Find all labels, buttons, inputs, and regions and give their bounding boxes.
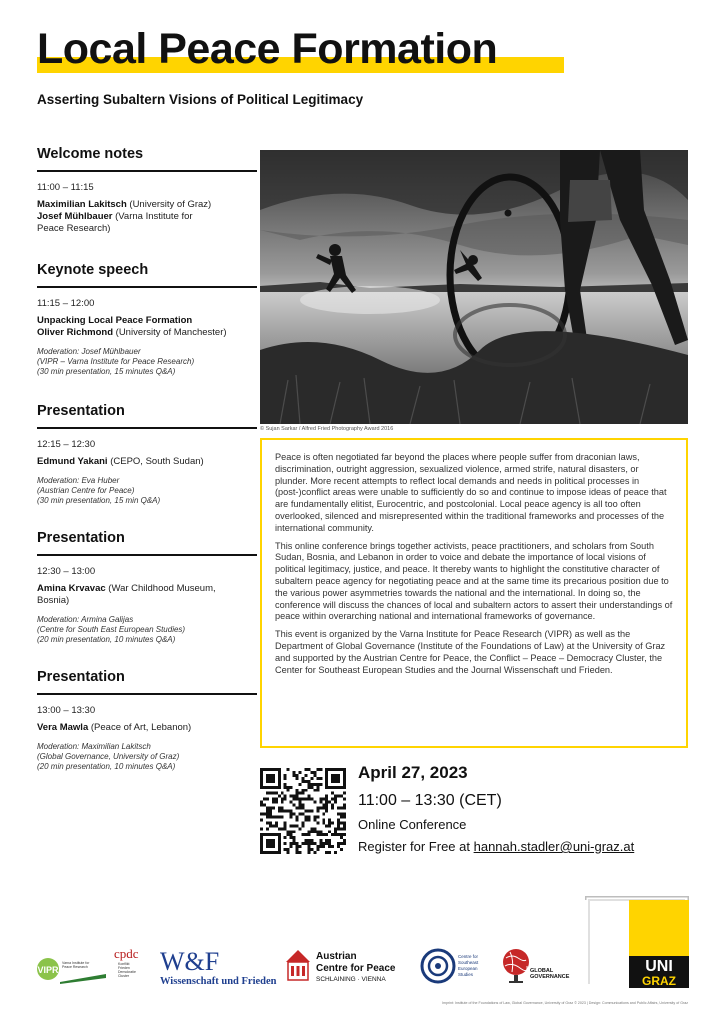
cpdc-sub-text: Demokratie bbox=[118, 970, 136, 974]
section-heading: Presentation bbox=[37, 530, 257, 556]
page-subtitle: Asserting Subaltern Visions of Political Legitimacy bbox=[37, 92, 364, 107]
speaker-affiliation: (War Childhood Museum, bbox=[105, 583, 216, 594]
section-presentation-1 bbox=[37, 403, 257, 506]
wf-logo bbox=[158, 944, 278, 988]
event-time: 11:00 – 13:30 (CET) bbox=[358, 792, 502, 809]
acp-logo bbox=[284, 946, 414, 986]
title-block bbox=[37, 25, 498, 73]
uni-graz-logo-mark bbox=[585, 896, 689, 988]
vipr-sub-text: Peace Research bbox=[62, 965, 88, 969]
talk-title: Unpacking Local Peace Formation bbox=[37, 315, 193, 326]
uni-text: UNI bbox=[645, 958, 673, 975]
csees-text: Southeast bbox=[458, 960, 479, 965]
moderation-line: (Global Governance, University of Graz) bbox=[37, 752, 180, 761]
speaker-name: Maximilian Lakitsch bbox=[37, 199, 127, 210]
speaker-affiliation: (University of Graz) bbox=[126, 199, 212, 210]
hero-photo-illustration bbox=[260, 150, 688, 424]
session-time: 12:15 – 12:30 bbox=[37, 439, 96, 450]
speaker-name: Vera Mawla bbox=[37, 722, 89, 733]
speaker-line bbox=[37, 327, 257, 339]
section-presentation-3 bbox=[37, 669, 257, 772]
speaker-line bbox=[37, 199, 257, 211]
wf-name-text: Wissenschaft und Frieden bbox=[160, 976, 277, 987]
section-presentation-2 bbox=[37, 530, 257, 645]
session-time: 12:30 – 13:00 bbox=[37, 566, 96, 577]
uni-graz-logo bbox=[585, 896, 689, 988]
acp-text-line3: SCHLAINING · VIENNA bbox=[316, 976, 386, 983]
global-governance-logo bbox=[500, 946, 570, 986]
registration-qr-code[interactable] bbox=[260, 768, 346, 854]
moderation-line: (30 min presentation, 15 minutes Q&A) bbox=[37, 367, 176, 376]
moderation-line: (Centre for South East European Studies) bbox=[37, 625, 186, 634]
vipr-sub-text: Varna Institute for bbox=[62, 961, 90, 965]
speaker-line bbox=[37, 722, 257, 734]
description-paragraph: Peace is often negotiated far beyond the places where people suffer from draconian laws, discrimination, outright aggression, sexualized violence, armed strife, natural disasters, or plunder. More recent attempts to reflect local demands and needs in political processes in (post-)conflict areas were unable to sufficiently do so and continue to impose ideas of peace that are fundamentally elitist, Eurocentric, and postcolonial. Local peace agency is all too often overlooked, silenced and misrepresented within the traditional frameworks and processes of the international community. bbox=[275, 452, 667, 533]
cpdc-sub-text: Cluster bbox=[118, 974, 130, 978]
moderation-line: (20 min presentation, 10 minutes Q&A) bbox=[37, 635, 176, 644]
hero-photo bbox=[260, 150, 688, 424]
csees-logo bbox=[420, 946, 480, 986]
graz-text: GRAZ bbox=[642, 974, 676, 988]
event-format: Online Conference bbox=[358, 817, 467, 832]
photo-credit: © Sujan Sarkar / Alfred Fried Photography Award 2016 bbox=[260, 426, 394, 432]
speaker-line bbox=[37, 456, 257, 468]
description-paragraph: This event is organized by the Varna Institute for Peace Research (VIPR) as well as the Department of Global Governance (Institute of the Foundations of Law) at the University of Graz and supported by the Austrian Centre for Peace, the Conflict – Peace – Democracy Cluster, the Center for Southeast European Studies and the Journal Wissenschaft und Frieden. bbox=[275, 629, 666, 675]
moderation-line: Moderation: Armina Galijas bbox=[37, 615, 134, 624]
speaker-name: Amina Krvavac bbox=[37, 583, 106, 594]
session-time: 13:00 – 13:30 bbox=[37, 705, 96, 716]
moderation-line: (Austrian Centre for Peace) bbox=[37, 486, 135, 495]
speaker-affiliation: (Varna Institute for bbox=[112, 211, 193, 222]
qr-code-icon bbox=[260, 768, 346, 854]
globe-icon bbox=[503, 949, 529, 975]
cpdc-text: cpdc bbox=[114, 946, 139, 961]
acp-text-line1: Austrian bbox=[316, 951, 357, 962]
section-heading: Welcome notes bbox=[37, 146, 257, 172]
imprint-footer: Imprint: Institute of the Foundations of Law, Global Governance, University of Graz © 2023 | Design: Communications and Public Affairs, University of Graz bbox=[441, 1001, 688, 1005]
speaker-affiliation-cont: Peace Research) bbox=[37, 223, 111, 234]
speaker-affiliation-cont: Bosnia) bbox=[37, 595, 70, 606]
registration-line bbox=[358, 839, 634, 854]
speaker-line bbox=[37, 211, 257, 223]
csees-text: European bbox=[458, 966, 478, 971]
description-paragraph: This online conference brings together activists, peace practitioners, and scholars from South Sudan, Bosnia, and Lebanon in order to voice and debate the importance of local visions of political legitimacy, justice, and peace. It thereby wants to highlight the constitutive character of subaltern peace agency for negotiating peace and at the same time its precarious position due to the various power asymmetries towards the national and the international. In doing so, the conference will discuss the chances of local and subaltern actors to assert their understandings of peace within overarching national and international frameworks of governance. bbox=[275, 540, 673, 622]
event-date: April 27, 2023 bbox=[358, 763, 468, 782]
section-heading: Keynote speech bbox=[37, 262, 257, 288]
section-heading: Presentation bbox=[37, 669, 257, 695]
wf-mark-text: W&F bbox=[160, 947, 220, 976]
moderation-line: Moderation: Josef Mühlbauer bbox=[37, 347, 141, 356]
speaker-name: Josef Mühlbauer bbox=[37, 211, 113, 222]
cpdc-logo bbox=[114, 946, 154, 986]
vipr-logo bbox=[36, 954, 106, 986]
speaker-affiliation: (University of Manchester) bbox=[113, 327, 227, 338]
moderation-line: (VIPR – Varna Institute for Peace Research) bbox=[37, 357, 195, 366]
speaker-name: Edmund Yakani bbox=[37, 456, 108, 467]
vipr-mark-text: VIPR bbox=[37, 965, 59, 975]
moderation-line: (20 min presentation, 10 minutes Q&A) bbox=[37, 762, 176, 771]
cpdc-sub-text: Konflikt bbox=[118, 962, 130, 966]
gg-text: GLOBAL bbox=[530, 968, 554, 974]
csees-text: Centre for bbox=[458, 954, 479, 959]
csees-text: Studies bbox=[458, 972, 474, 977]
moderation-line: Moderation: Eva Huber bbox=[37, 476, 120, 485]
cpdc-sub-text: Frieden bbox=[118, 966, 130, 970]
speaker-affiliation: (CEPO, South Sudan) bbox=[107, 456, 204, 467]
moderation-line: Moderation: Maximilian Lakitsch bbox=[37, 742, 151, 751]
section-keynote bbox=[37, 262, 257, 377]
speaker-name: Oliver Richmond bbox=[37, 327, 114, 338]
registration-text: Register for Free at bbox=[358, 839, 474, 854]
description-box bbox=[260, 438, 688, 748]
session-time: 11:00 – 11:15 bbox=[37, 182, 94, 193]
speaker-affiliation: (Peace of Art, Lebanon) bbox=[88, 722, 192, 733]
session-time: 11:15 – 12:00 bbox=[37, 298, 95, 309]
moderation-line: (30 min presentation, 15 min Q&A) bbox=[37, 496, 161, 505]
acp-text-line2: Centre for Peace bbox=[316, 963, 396, 974]
registration-email-link[interactable]: hannah.stadler@uni-graz.at bbox=[473, 839, 635, 854]
page-title: Local Peace Formation bbox=[37, 25, 498, 73]
speaker-line bbox=[37, 583, 257, 595]
section-welcome bbox=[37, 146, 257, 235]
section-heading: Presentation bbox=[37, 403, 257, 429]
gg-text: GOVERNANCE bbox=[530, 974, 570, 980]
